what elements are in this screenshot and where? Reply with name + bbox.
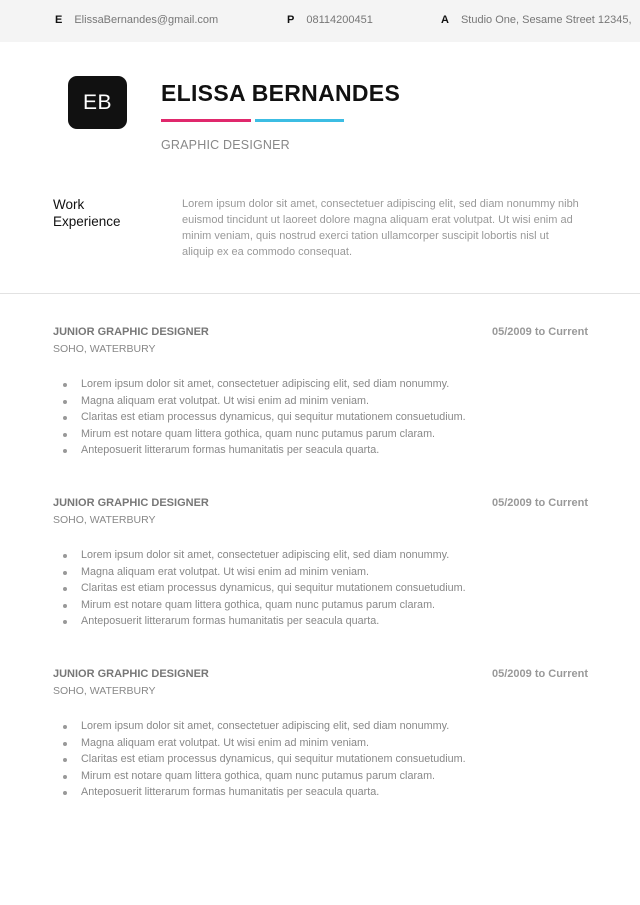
job-bullet-item: Mirum est notare quam littera gothica, quam nunc putamus parum claram. xyxy=(53,768,466,785)
job-company: SOHO, WATERBURY xyxy=(53,514,156,526)
job-bullet-item: Mirum est notare quam littera gothica, quam nunc putamus parum claram. xyxy=(53,597,466,614)
job-role: JUNIOR GRAPHIC DESIGNER xyxy=(53,668,209,680)
job-bullet-item: Lorem ipsum dolor sit amet, consectetuer adipiscing elit, sed diam nonummy. xyxy=(53,547,466,564)
email-value[interactable]: ElissaBernandes@gmail.com xyxy=(74,14,219,26)
job-bullet-list xyxy=(53,718,466,801)
job-bullet-item: Mirum est notare quam littera gothica, quam nunc putamus parum claram. xyxy=(53,426,466,443)
contact-address xyxy=(441,14,632,26)
contact-phone xyxy=(287,14,373,26)
contact-email xyxy=(55,14,218,26)
job-bullet-list xyxy=(53,376,466,459)
job-dates: 05/2009 to Current xyxy=(492,668,588,680)
job-bullet-item: Anteposuerit litterarum formas humanitatis per seacula quarta. xyxy=(53,784,466,801)
phone-key-label: P xyxy=(287,14,295,26)
job-bullet-item: Magna aliquam erat volutpat. Ut wisi enim ad minim veniam. xyxy=(53,735,466,752)
contact-bar xyxy=(0,0,640,42)
work-experience-summary: Lorem ipsum dolor sit amet, consectetuer adipiscing elit, sed diam nonummy nibh euismod tincidunt ut laoreet dolore magna aliquam erat volutpat. Ut wisi enim ad minim veniam, quis nostrud exerci tation ullamcorper suscipit lobortis nisl ut aliquip ex ea commodo consequat. xyxy=(182,198,579,258)
job-bullet-item: Lorem ipsum dolor sit amet, consectetuer adipiscing elit, sed diam nonummy. xyxy=(53,376,466,393)
job-dates: 05/2009 to Current xyxy=(492,497,588,509)
job-dates: 05/2009 to Current xyxy=(492,326,588,338)
candidate-title: GRAPHIC DESIGNER xyxy=(161,138,290,152)
job-bullet-list xyxy=(53,547,466,630)
job-bullet-item: Claritas est etiam processus dynamicus, qui sequitur mutationem consuetudium. xyxy=(53,751,466,768)
job-bullet-item: Anteposuerit litterarum formas humanitatis per seacula quarta. xyxy=(53,442,466,459)
section-divider xyxy=(0,293,640,294)
section-label-work-experience xyxy=(53,196,121,230)
address-key-label: A xyxy=(441,14,449,26)
accent-bar-pink xyxy=(161,119,251,122)
monogram-badge: EB xyxy=(68,76,127,129)
job-bullet-item: Magna aliquam erat volutpat. Ut wisi enim ad minim veniam. xyxy=(53,393,466,410)
job-role: JUNIOR GRAPHIC DESIGNER xyxy=(53,497,209,509)
job-bullet-item: Claritas est etiam processus dynamicus, qui sequitur mutationem consuetudium. xyxy=(53,409,466,426)
accent-bar-blue xyxy=(255,119,344,122)
email-key-label: E xyxy=(55,14,63,26)
job-company: SOHO, WATERBURY xyxy=(53,343,156,355)
section-label-line2: Experience xyxy=(53,214,121,229)
job-bullet-item: Lorem ipsum dolor sit amet, consectetuer adipiscing elit, sed diam nonummy. xyxy=(53,718,466,735)
section-label-line1: Work xyxy=(53,197,85,212)
job-bullet-item: Anteposuerit litterarum formas humanitatis per seacula quarta. xyxy=(53,613,466,630)
job-bullet-item: Claritas est etiam processus dynamicus, qui sequitur mutationem consuetudium. xyxy=(53,580,466,597)
job-bullet-item: Magna aliquam erat volutpat. Ut wisi enim ad minim veniam. xyxy=(53,564,466,581)
candidate-name: ELISSA BERNANDES xyxy=(161,80,401,106)
phone-value[interactable]: 08114200451 xyxy=(306,14,373,26)
job-company: SOHO, WATERBURY xyxy=(53,685,156,697)
address-value: Studio One, Sesame Street 12345, xyxy=(460,14,632,26)
job-role: JUNIOR GRAPHIC DESIGNER xyxy=(53,326,209,338)
